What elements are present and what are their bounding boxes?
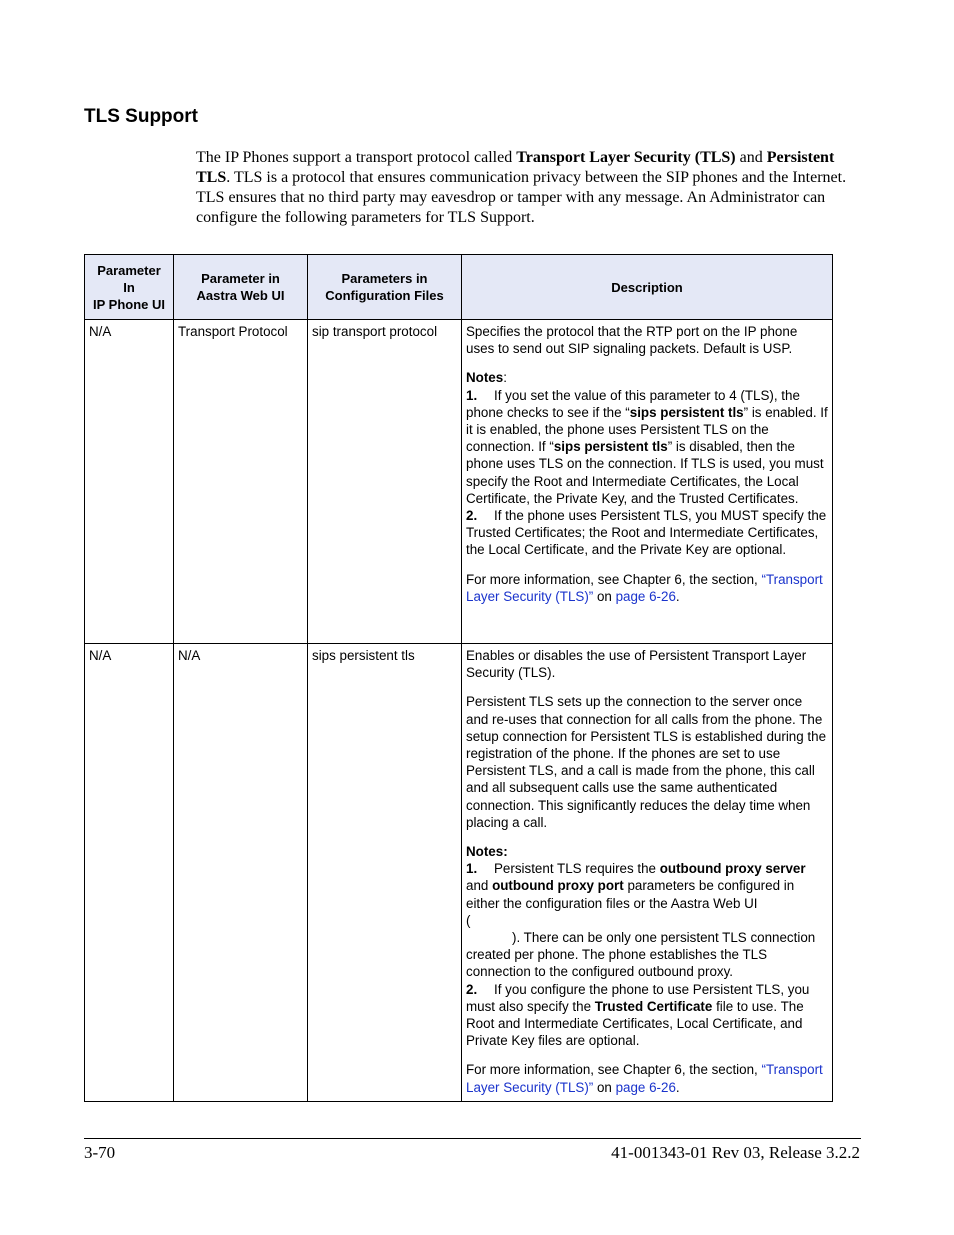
description-intro: Specifies the protocol that the RTP port on the IP phone uses to send out SIP signaling packets. Default is USP. bbox=[466, 324, 798, 357]
more-info: For more information, see Chapter 6, the section, “Transport Layer Security (TLS)” on page 6-26. bbox=[466, 1062, 823, 1095]
intro-bold-persistent-tls: Persistent TLS bbox=[196, 149, 835, 186]
intro-bold-tls: Transport Layer Security (TLS) bbox=[516, 149, 736, 166]
page-number: 3-70 bbox=[84, 1143, 116, 1162]
footer-divider bbox=[84, 1138, 861, 1139]
intro-text: The IP Phones support a transport protocol called bbox=[196, 149, 517, 166]
intro-text: . TLS is a protocol that ensures communication privacy between the SIP phones and the Internet. TLS ensures that no third party may eavesdrop or tamper with any message. An Administrator can configure the following parameters for TLS Support. bbox=[196, 169, 847, 226]
notes-block: Notes: 1. If you set the value of this parameter to 4 (TLS), the phone checks to see if the “sips persistent tls” is enabled. If it is enabled, the phone uses Persistent TLS on the connection. If “sips persistent tls” is disabled, then the phone uses TLS on the connection. If TLS is used, you must specify the Root and Intermediate Certificates, the Local Certificate, the Private Key, and the Trusted Certificates. 2. If the phone uses Persistent TLS, you MUST specify the Trusted Certificates; the Root and Intermediate Certificates, the Local Certificate, and the Private Key are optional. bbox=[466, 370, 828, 558]
cell-ip-phone-ui: N/A bbox=[85, 644, 174, 1102]
description-paragraph: Persistent TLS sets up the connection to the server once and re-uses that connection for all calls from the phone. The setup connection for Persistent TLS is established during the registration of the phone. If the phones are set to use Persistent TLS, and a call is made from the phone, this call and all subsequent calls use the same authenticated connection. This significantly reduces the delay time when placing a call. bbox=[466, 694, 827, 830]
description-intro: Enables or disables the use of Persistent Transport Layer Security (TLS). bbox=[466, 648, 807, 681]
note-number: 1. bbox=[466, 387, 478, 403]
document-id: 41-001343-01 Rev 03, Release 3.2.2 bbox=[611, 1143, 860, 1162]
tls-parameters-table bbox=[84, 254, 833, 1102]
table-header-row bbox=[85, 255, 833, 320]
note-number: 1. bbox=[466, 861, 478, 877]
header-config-files: Parameters in Configuration Files bbox=[308, 255, 462, 320]
section-link[interactable]: “Transport Layer Security (TLS)” bbox=[466, 1062, 823, 1095]
page-link[interactable]: page 6-26 bbox=[615, 1079, 676, 1095]
more-info: For more information, see Chapter 6, the section, “Transport Layer Security (TLS)” on page 6-26. bbox=[466, 571, 823, 604]
header-description: Description bbox=[462, 255, 833, 320]
intro-paragraph bbox=[196, 148, 860, 228]
section-link[interactable]: “Transport Layer Security (TLS)” bbox=[466, 571, 823, 604]
cell-ip-phone-ui: N/A bbox=[85, 320, 174, 644]
note-number: 2. bbox=[466, 981, 478, 997]
table-row bbox=[85, 644, 833, 1102]
notes-label: Notes: bbox=[466, 844, 508, 860]
notes-label: Notes bbox=[466, 370, 504, 386]
note-number: 2. bbox=[466, 508, 478, 524]
notes-block: Notes: 1. Persistent TLS requires the outbound proxy server and outbound proxy port parameters be configured in either the configuration files or the Aastra Web UI ( ). There can be only one persistent TLS connection created per phone. The phone establishes the TLS connection to the configured outbound proxy. 2. If you configure the phone to use Persistent TLS, you must also specify the Trusted Certificate file to use. The Root and Intermediate Certificates, Local Certificate, and Private Key files are optional. bbox=[466, 844, 816, 1049]
header-ip-phone-ui: Parameter In IP Phone UI bbox=[85, 255, 174, 320]
cell-web-ui: Transport Protocol bbox=[174, 320, 308, 644]
section-title: TLS Support bbox=[84, 106, 198, 127]
cell-config-file: sips persistent tls bbox=[308, 644, 462, 1102]
header-web-ui: Parameter in Aastra Web UI bbox=[174, 255, 308, 320]
intro-text: and bbox=[735, 149, 767, 166]
cell-config-file: sip transport protocol bbox=[308, 320, 462, 644]
page-link[interactable]: page 6-26 bbox=[615, 588, 676, 604]
table-row bbox=[85, 320, 833, 644]
cell-web-ui: N/A bbox=[174, 644, 308, 1102]
cell-description bbox=[462, 644, 833, 1102]
cell-description bbox=[462, 320, 833, 644]
